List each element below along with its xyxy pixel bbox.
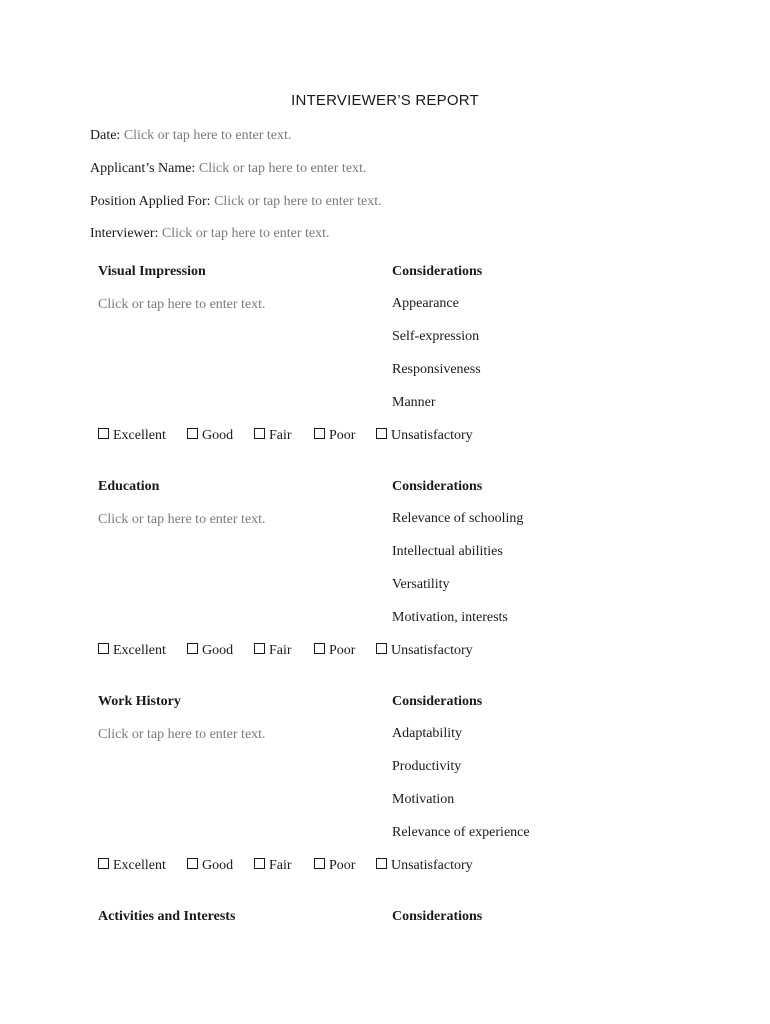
applicant-name-input[interactable]: Click or tap here to enter text. xyxy=(198,161,367,176)
consideration-item: Relevance of schooling xyxy=(392,511,524,526)
rating-label: Fair xyxy=(269,643,292,658)
checkbox-icon xyxy=(187,858,198,869)
rating-excellent-checkbox[interactable] xyxy=(98,428,166,444)
considerations-list xyxy=(392,727,530,859)
considerations-list xyxy=(392,512,523,644)
consideration-item: Versatility xyxy=(392,577,450,592)
section-activities-interests xyxy=(98,909,698,949)
consideration-item: Productivity xyxy=(392,759,462,774)
checkbox-icon xyxy=(98,858,109,869)
rating-label: Fair xyxy=(269,858,292,873)
consideration-item: Appearance xyxy=(392,296,459,311)
considerations-heading: Considerations xyxy=(392,694,483,709)
interviewer-field xyxy=(90,226,329,242)
checkbox-icon xyxy=(376,858,387,869)
consideration-item: Manner xyxy=(392,395,436,410)
rating-good-checkbox[interactable] xyxy=(187,643,233,659)
rating-poor-checkbox[interactable] xyxy=(314,428,355,444)
position-applied-label: Position Applied For: xyxy=(90,194,211,209)
rating-label: Unsatisfactory xyxy=(391,858,473,873)
applicant-name-label: Applicant’s Name: xyxy=(90,161,196,176)
rating-label: Good xyxy=(202,858,234,873)
checkbox-icon xyxy=(314,858,325,869)
rating-unsatisfactory-checkbox[interactable] xyxy=(376,428,473,444)
rating-good-checkbox[interactable] xyxy=(187,428,233,444)
considerations-heading: Considerations xyxy=(392,264,483,279)
checkbox-icon xyxy=(376,428,387,439)
rating-fair-checkbox[interactable] xyxy=(254,858,292,874)
consideration-item: Self-expression xyxy=(392,329,480,344)
consideration-item: Adaptability xyxy=(392,726,462,741)
visual-impression-input[interactable]: Click or tap here to enter text. xyxy=(98,297,266,312)
rating-label: Poor xyxy=(329,428,356,443)
section-heading: Education xyxy=(98,479,160,494)
rating-poor-checkbox[interactable] xyxy=(314,643,355,659)
considerations-heading: Considerations xyxy=(392,479,483,494)
checkbox-icon xyxy=(98,428,109,439)
rating-label: Poor xyxy=(329,858,356,873)
rating-label: Good xyxy=(202,428,234,443)
rating-unsatisfactory-checkbox[interactable] xyxy=(376,643,473,659)
checkbox-icon xyxy=(254,858,265,869)
rating-label: Excellent xyxy=(113,428,166,443)
rating-label: Good xyxy=(202,643,234,658)
consideration-item: Motivation xyxy=(392,792,455,807)
rating-label: Fair xyxy=(269,428,292,443)
checkbox-icon xyxy=(254,643,265,654)
date-field xyxy=(90,128,291,144)
rating-unsatisfactory-checkbox[interactable] xyxy=(376,858,473,874)
consideration-item: Intellectual abilities xyxy=(392,544,503,559)
checkbox-icon xyxy=(254,428,265,439)
section-heading: Visual Impression xyxy=(98,264,206,279)
consideration-item: Motivation, interests xyxy=(392,610,508,625)
rating-label: Unsatisfactory xyxy=(391,428,473,443)
checkbox-icon xyxy=(98,643,109,654)
considerations-heading: Considerations xyxy=(392,909,483,924)
checkbox-icon xyxy=(314,428,325,439)
rating-label: Excellent xyxy=(113,643,166,658)
section-heading: Activities and Interests xyxy=(98,909,236,924)
considerations-list xyxy=(392,297,481,429)
checkbox-icon xyxy=(187,428,198,439)
section-visual-impression xyxy=(98,264,698,464)
position-applied-input[interactable]: Click or tap here to enter text. xyxy=(214,194,382,209)
position-applied-field xyxy=(90,194,382,210)
applicant-name-field xyxy=(90,161,366,177)
interviewer-label: Interviewer: xyxy=(90,226,159,241)
rating-label: Excellent xyxy=(113,858,166,873)
rating-fair-checkbox[interactable] xyxy=(254,643,292,659)
checkbox-icon xyxy=(314,643,325,654)
consideration-item: Relevance of experience xyxy=(392,825,530,840)
education-input[interactable]: Click or tap here to enter text. xyxy=(98,512,266,527)
rating-label: Unsatisfactory xyxy=(391,643,473,658)
section-heading: Work History xyxy=(98,694,181,709)
rating-poor-checkbox[interactable] xyxy=(314,858,355,874)
date-input[interactable]: Click or tap here to enter text. xyxy=(123,128,292,143)
rating-excellent-checkbox[interactable] xyxy=(98,858,166,874)
checkbox-icon xyxy=(187,643,198,654)
section-education xyxy=(98,479,698,679)
date-label: Date: xyxy=(90,128,121,143)
rating-excellent-checkbox[interactable] xyxy=(98,643,166,659)
rating-label: Poor xyxy=(329,643,356,658)
section-work-history xyxy=(98,694,698,894)
rating-fair-checkbox[interactable] xyxy=(254,428,292,444)
interviewer-input[interactable]: Click or tap here to enter text. xyxy=(161,226,330,241)
page-title: INTERVIEWER’S REPORT xyxy=(291,92,479,109)
consideration-item: Responsiveness xyxy=(392,362,481,377)
work-history-input[interactable]: Click or tap here to enter text. xyxy=(98,727,266,742)
checkbox-icon xyxy=(376,643,387,654)
rating-good-checkbox[interactable] xyxy=(187,858,233,874)
